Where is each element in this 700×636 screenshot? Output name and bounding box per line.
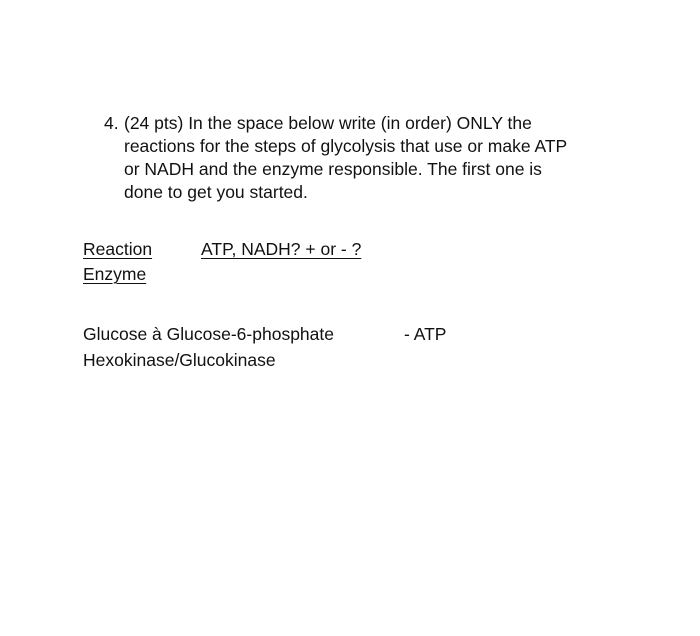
question-line-2: reactions for the steps of glycolysis that use or make ATP xyxy=(124,136,568,156)
example-atp-change: - ATP xyxy=(404,324,447,344)
question-block xyxy=(104,112,644,202)
question-line-1: (24 pts) In the space below write (in order) ONLY the xyxy=(124,113,532,133)
header-enzyme: Enzyme xyxy=(83,264,147,284)
example-enzyme: Hexokinase/Glucokinase xyxy=(83,350,276,370)
example-reaction: Glucose à Glucose-6-phosphate xyxy=(83,324,334,344)
header-atp-nadh: ATP, NADH? + or - ? xyxy=(201,239,362,259)
question-number: 4. xyxy=(104,113,119,133)
question-line-4: done to get you started. xyxy=(124,182,308,202)
question-line-3: or NADH and the enzyme responsible. The first one is xyxy=(124,159,542,179)
question-text xyxy=(124,112,644,204)
header-reaction: Reaction xyxy=(83,239,153,259)
